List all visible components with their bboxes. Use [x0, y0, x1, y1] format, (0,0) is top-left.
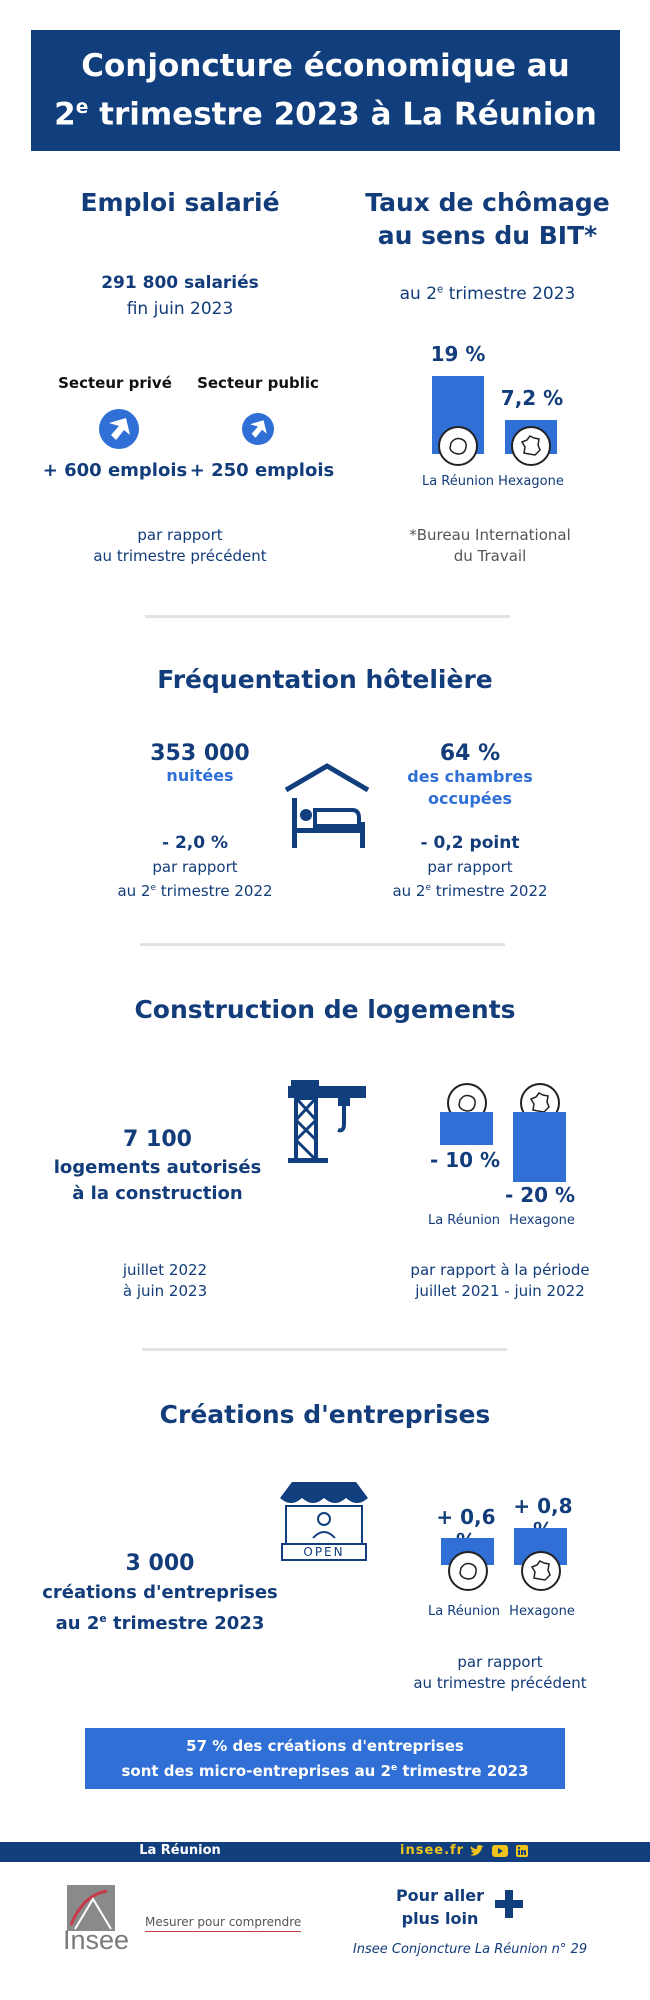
logements-block	[45, 1125, 270, 1207]
nuitees-note-line-2: au 2e trimestre 2022	[117, 882, 273, 900]
footnote-line-2: du Travail	[453, 547, 527, 565]
chomage-reunion-value: 19 %	[430, 342, 486, 366]
entreprises-title: Créations d'entreprises	[159, 1400, 491, 1429]
logements-reunion-bar	[440, 1112, 493, 1145]
chomage-hexagone-value: 7,2 %	[500, 386, 564, 410]
reunion-map-icon	[438, 426, 478, 466]
chomage-title	[355, 186, 620, 252]
nuitees-change-block	[95, 833, 295, 902]
nuitees-value: 353 000	[150, 741, 250, 766]
chomage-footnote	[380, 525, 600, 567]
twitter-icon[interactable]	[470, 1845, 484, 1861]
arrow-up-icon	[242, 413, 274, 445]
footer-region: La Réunion	[139, 1843, 221, 1858]
linkedin-icon[interactable]	[516, 1845, 528, 1861]
secteur-public-value: + 250 emplois	[189, 460, 335, 481]
logements-label-line-1: logements autorisés	[53, 1157, 262, 1178]
logements-note-line-2: juillet 2021 - juin 2022	[415, 1282, 585, 1300]
nuitees-block	[100, 741, 300, 785]
logements-hexagone-change: - 20 %	[504, 1183, 576, 1207]
france-map-icon	[521, 1551, 561, 1591]
section-divider	[140, 943, 505, 946]
footnote-line-1: *Bureau International	[409, 526, 571, 544]
occupation-block	[370, 741, 570, 810]
title-line-2: 2e trimestre 2023 à La Réunion	[54, 96, 597, 133]
occupation-label: des chambres occupées	[407, 767, 533, 808]
reunion-map-icon	[448, 1551, 488, 1591]
logements-hexagone-label: Hexagone	[509, 1213, 575, 1228]
arrow-up-icon	[99, 409, 139, 449]
page-title	[31, 30, 620, 151]
micro-entreprises-highlight	[85, 1728, 565, 1789]
entreprises-label-line-1: créations d'entreprises	[42, 1582, 278, 1603]
entreprises-block	[40, 1548, 280, 1637]
occupation-change-block	[370, 833, 570, 902]
logements-label-line-2: à la construction	[72, 1183, 243, 1204]
logements-note	[390, 1260, 610, 1302]
logements-title: Construction de logements	[134, 995, 516, 1024]
emploi-note-line-2: au trimestre précédent	[93, 547, 267, 565]
logements-value: 7 100	[123, 1127, 192, 1152]
entreprises-hexagone-label: Hexagone	[509, 1604, 575, 1619]
insee-logo	[63, 1885, 138, 1955]
section-divider	[142, 1348, 507, 1351]
insee-logo-text: Insee	[63, 1925, 130, 1955]
publication-reference: Insee Conjoncture La Réunion n° 29	[352, 1942, 588, 1957]
emploi-date: fin juin 2023	[126, 299, 234, 319]
entreprises-note-line-1: par rapport	[457, 1653, 543, 1671]
chomage-title-line-2: au sens du BIT*	[377, 221, 598, 250]
entreprises-value: 3 000	[125, 1551, 195, 1576]
entreprises-reunion-change: + 0,6	[436, 1505, 496, 1529]
secteur-prive-label: Secteur privé	[58, 374, 172, 392]
secteur-prive-value: + 600 emplois	[42, 460, 188, 481]
emploi-total-value: 291 800 salariés	[101, 273, 259, 293]
logements-period	[65, 1260, 265, 1302]
logements-period-line-2: à juin 2023	[122, 1282, 208, 1300]
nuitees-label: nuitées	[166, 766, 234, 785]
nuitees-note-line-1: par rapport	[152, 858, 238, 876]
emploi-note	[80, 525, 280, 567]
emploi-total	[30, 270, 330, 322]
emploi-note-line-1: par rapport	[137, 526, 223, 544]
logements-note-line-1: par rapport à la période	[410, 1261, 590, 1279]
logements-period-line-1: juillet 2022	[122, 1261, 208, 1279]
shop-open-icon	[278, 1482, 370, 1562]
chomage-title-line-1: Taux de chômage	[365, 188, 610, 217]
youtube-icon[interactable]	[492, 1845, 508, 1861]
chomage-hexagone-label: Hexagone	[498, 474, 564, 489]
secteur-public-label: Secteur public	[197, 374, 319, 392]
title-line-1: Conjoncture économique au	[81, 48, 570, 85]
france-map-icon	[511, 426, 551, 466]
plus-icon[interactable]	[495, 1890, 523, 1918]
highlight-line-2: sont des micro-entreprises au 2e trimestre 2023	[121, 1762, 529, 1780]
logements-hexagone-bar	[513, 1112, 566, 1182]
entreprises-note	[390, 1652, 610, 1694]
footer-site-link[interactable]: insee.fr	[400, 1843, 465, 1858]
hotel-bed-icon	[282, 760, 372, 850]
logements-reunion-change: - 10 %	[429, 1148, 501, 1172]
logements-reunion-label: La Réunion	[427, 1213, 501, 1228]
occupation-value: 64 %	[439, 741, 501, 766]
section-divider	[145, 615, 510, 618]
entreprises-note-line-2: au trimestre précédent	[413, 1674, 587, 1692]
insee-tagline: Mesurer pour comprendre	[145, 1915, 301, 1932]
entreprises-reunion-label: La Réunion	[427, 1604, 501, 1619]
hotel-title: Fréquentation hôtelière	[157, 665, 493, 694]
chomage-reunion-label: La Réunion	[421, 474, 495, 489]
crane-icon	[288, 1080, 368, 1165]
footer-bar	[0, 1842, 650, 1862]
highlight-line-1: 57 % des créations d'entreprises	[186, 1737, 464, 1755]
entreprises-label-line-2: au 2e trimestre 2023	[55, 1612, 265, 1634]
occupation-change: - 0,2 point	[420, 833, 520, 853]
nuitees-change: - 2,0 %	[161, 833, 229, 853]
emploi-title: Emploi salarié	[80, 188, 280, 217]
occupation-note-line-2: au 2e trimestre 2022	[392, 882, 548, 900]
chomage-period: au 2e trimestre 2023	[399, 284, 576, 304]
open-sign: OPEN	[303, 1545, 345, 1559]
entreprises-hexagone-change: + 0,8	[513, 1494, 573, 1518]
occupation-note-line-1: par rapport	[427, 858, 513, 876]
pour-aller-plus-loin[interactable]: Pour aller plus loin	[395, 1886, 485, 1928]
